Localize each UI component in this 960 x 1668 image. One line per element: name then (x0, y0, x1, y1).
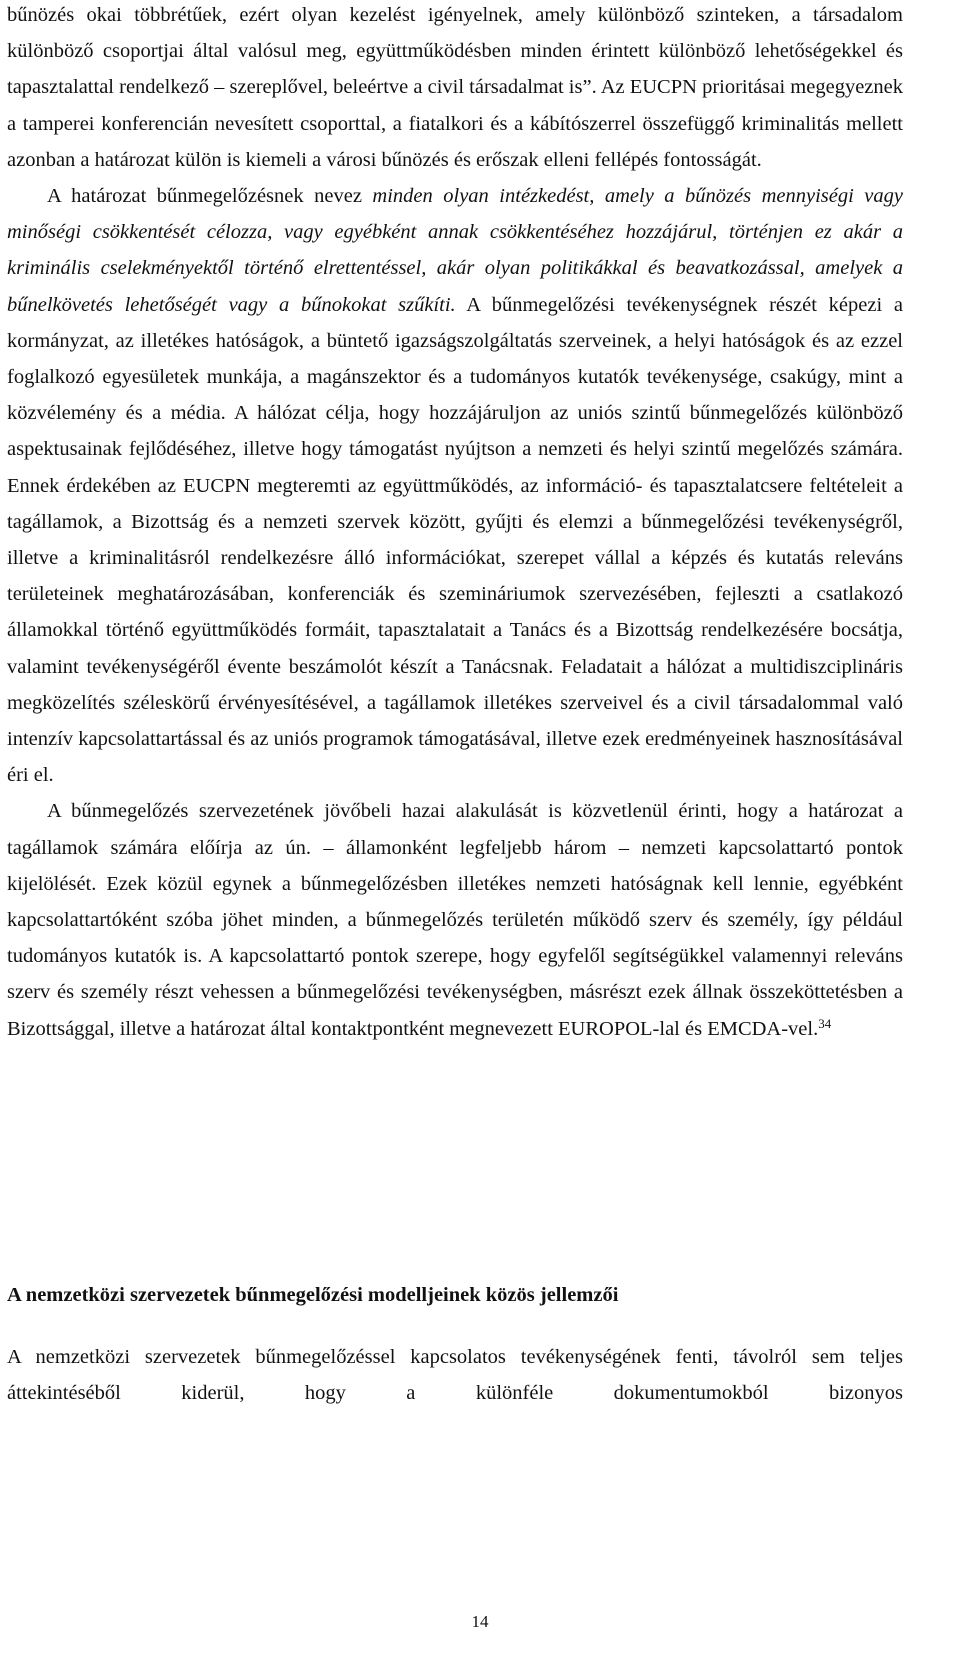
paragraph-4-block (7, 1339, 903, 1411)
paragraph-3 (7, 793, 903, 1046)
paragraph-2-text-start: A határozat bűnmegelőzésnek nevez (47, 185, 373, 208)
document-page (7, 0, 903, 1405)
paragraph-3-text: A bűnmegelőzés szervezetének jövőbeli hazai alakulását is közvetlenül érinti, hogy a határozat a tagállamok számára előírja az ún. – államonként legfeljebb három – nemzeti kapcsolattartó pontok kijelölését. Ezek közül egynek a bűnmegelőzésben illetékes nemzeti hatóságnak kell lennie, egyébként kapcsolattartóként szóba jöhet minden, a bűnmegelőzés területén működő szerv és személy, így például tudományos kutatók is. A kapcsolattartó pontok szerepe, hogy egyfelől segítségükkel valamennyi releváns szerv és személy részt vehessen a bűnmegelőzési tevékenységben, másrészt ezek állnak összeköttetésben a Bizottsággal, illetve a határozat által kontaktpontként megnevezett EUROPOL-lal és EMCDA-vel. (7, 800, 903, 1040)
footnote-reference[interactable]: 34 (818, 1015, 832, 1031)
paragraph-4-text: A nemzetközi szervezetek bűnmegelőzéssel kapcsolatos tevékenységének fenti, távolról sem teljes áttekintéséből kiderül, hogy a különféle dokumentumokból bizonyos (7, 1346, 903, 1405)
page-number: 14 (471, 1612, 489, 1631)
section-heading: A nemzetközi szervezetek bűnmegelőzési modelljeinek közös jellemzői (7, 1284, 619, 1306)
paragraph-2-text-rest: A bűnmegelőzési tevékenységnek részét képezi a kormányzat, az illetékes hatóságok, a büntető igazságszolgáltatás szerveinek, a helyi hatóságok és az ezzel foglalkozó egyesületek munkája, a magánszektor és a tudományos kutatók tevékenysége, csakúgy, mint a közvélemény és a média. A hálózat célja, hogy hozzájáruljon az uniós szintű bűnmegelőzés különböző aspektusainak fejlődéséhez, illetve hogy támogatást nyújtson a nemzeti és helyi szintű megelőzés számára. Ennek érdekében az EUCPN megteremti az együttműködés, az információ- és tapasztalatcsere feltételeit a tagállamok, a Bizottság és a nemzeti szervek között, gyűjti és elemzi a bűnmegelőzési tevékenységről, illetve a kriminalitásról rendelkezésre álló információkat, szerepet vállal a képzés és kutatás releváns területeinek meghatározásában, konferenciák és szemináriumok szervezésében, fejleszti a csatlakozó államokkal történő együttműködés formáit, tapasztalatait a Tanács és a Bizottság rendelkezésére bocsátja, valamint tevékenységéről évente beszámolót készít a Tanácsnak. Feladatait a hálózat a multidiszciplináris megközelítés széleskörű érvényesítésével, a tagállamok illetékes szerveivel és a civil társadalommal való intenzív kapcsolattartással és az uniós programok támogatásával, illetve ezek eredményeinek hasznosításával éri el. (7, 293, 903, 787)
paragraph-4 (7, 1339, 903, 1411)
section-heading-block (7, 1277, 903, 1313)
paragraph-2-definition-italic: minden olyan intézkedést, amely a bűnözés mennyiségi vagy minőségi csökkentését célozza, vagy egyébként annak csökkentéséhez hozzájárul, történjen ez akár a kriminális cselekményektől történő elrettentéssel, akár olyan politikákkal és beavatkozással, amelyek a bűnelkövetés lehetőségét vagy a bűnokokat szűkíti. (7, 185, 903, 316)
paragraph-1 (7, 0, 903, 178)
paragraph-1-text: bűnözés okai többrétűek, ezért olyan kezelést igényelnek, amely különböző szinteken, a társadalom különböző csoportjai által valósul meg, együttműködésben minden érintett különböző lehetőségekkel és tapasztalattal rendelkező – szereplővel, beleértve a civil társadalmat is”. Az EUCPN prioritásai megegyeznek a tamperei konferencián nevesített csoporttal, a fiatalkori és a kábítószerrel összefüggő kriminalitás mellett azonban a határozat külön is kiemeli a városi bűnözés és erőszak elleni fellépés fontosságát. (7, 4, 903, 171)
paragraph-2 (7, 178, 903, 793)
